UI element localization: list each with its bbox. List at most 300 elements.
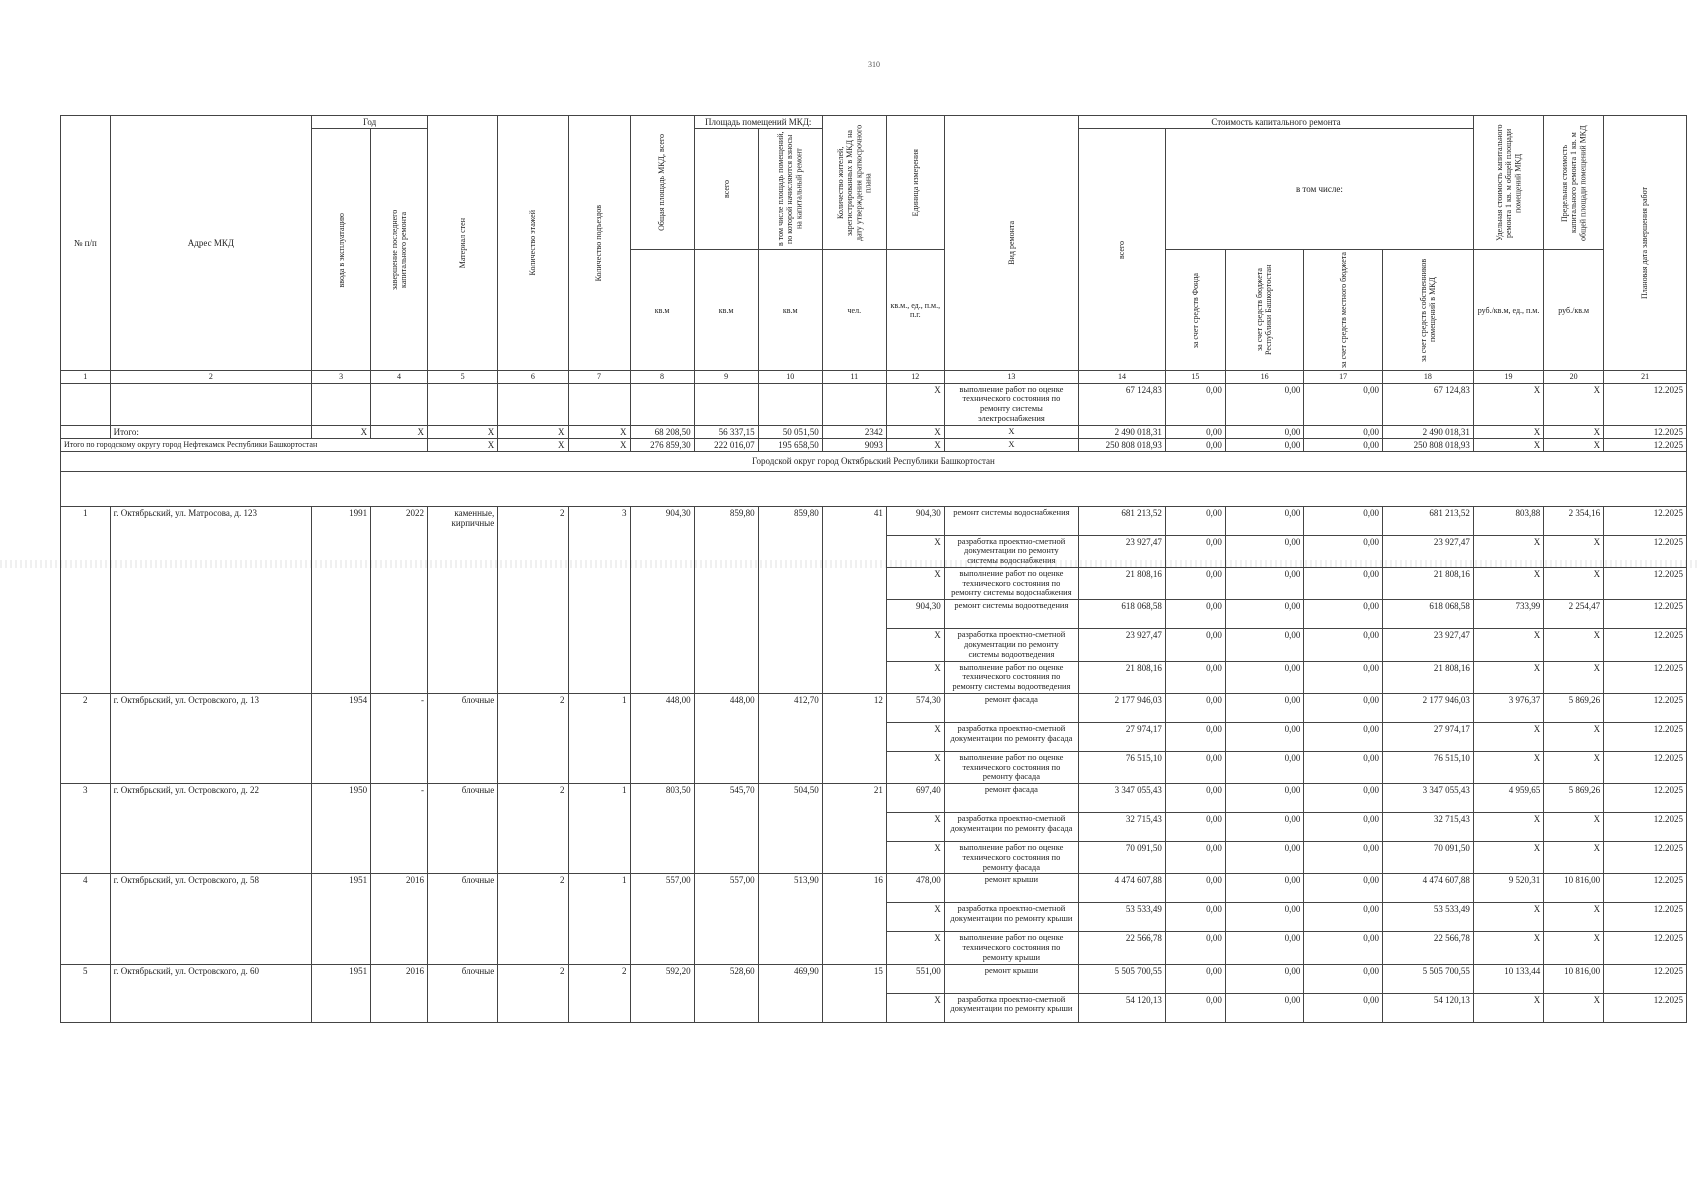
work-max-cost: X bbox=[1544, 751, 1604, 783]
work-deadline: 12.2025 bbox=[1604, 600, 1687, 629]
work-cost-fund: 0,00 bbox=[1165, 964, 1225, 993]
work-deadline: 12.2025 bbox=[1604, 506, 1687, 535]
work-cost-fund: 0,00 bbox=[1165, 629, 1225, 661]
cell-col-9 bbox=[694, 383, 758, 425]
city-total-row bbox=[61, 438, 1687, 451]
work-cost-fund: 0,00 bbox=[1165, 784, 1225, 813]
work-unit-cost: 733,99 bbox=[1473, 600, 1543, 629]
work-max-cost: X bbox=[1544, 567, 1604, 599]
unit-19: руб./кв.м, ед., п.м. bbox=[1473, 250, 1543, 371]
house-floors: 2 bbox=[498, 784, 568, 874]
work-type: ремонт фасада bbox=[944, 693, 1078, 722]
cell-col-12: X bbox=[886, 425, 944, 438]
work-max-cost: X bbox=[1544, 722, 1604, 751]
cell-col-21: 12.2025 bbox=[1604, 438, 1687, 451]
work-cost-total: 21 808,16 bbox=[1079, 567, 1166, 599]
work-cost-republic: 0,00 bbox=[1225, 506, 1304, 535]
work-unit-cost: 803,88 bbox=[1473, 506, 1543, 535]
header-address: Адрес МКД bbox=[110, 116, 312, 371]
work-deadline: 12.2025 bbox=[1604, 813, 1687, 842]
work-cost-owners: 618 068,58 bbox=[1382, 600, 1473, 629]
house-address: г. Октябрьский, ул. Островского, д. 22 bbox=[110, 784, 312, 874]
cell-col-3 bbox=[312, 383, 371, 425]
house-no: 4 bbox=[61, 874, 111, 964]
work-cost-republic: 0,00 bbox=[1225, 629, 1304, 661]
house-entrances: 3 bbox=[568, 506, 630, 693]
cell-col-20: X bbox=[1544, 438, 1604, 451]
header-cost-group: Стоимость капитального ремонта bbox=[1079, 116, 1474, 129]
work-cost-fund: 0,00 bbox=[1165, 874, 1225, 903]
unit-12: кв.м., ед., п.м., п.г. bbox=[886, 250, 944, 371]
column-number: 3 bbox=[312, 371, 371, 383]
work-cost-total: 2 177 946,03 bbox=[1079, 693, 1166, 722]
work-deadline: 12.2025 bbox=[1604, 784, 1687, 813]
house-address: г. Октябрьский, ул. Островского, д. 60 bbox=[110, 964, 312, 1022]
work-unit: X bbox=[886, 903, 944, 932]
house-entrances: 1 bbox=[568, 693, 630, 783]
cell-col-18: 250 808 018,93 bbox=[1382, 438, 1473, 451]
work-unit-cost: X bbox=[1473, 661, 1543, 693]
column-number: 7 bbox=[568, 371, 630, 383]
work-cost-fund: 0,00 bbox=[1165, 693, 1225, 722]
cell-col-6 bbox=[498, 383, 568, 425]
work-deadline: 12.2025 bbox=[1604, 722, 1687, 751]
house-address: г. Октябрьский, ул. Островского, д. 58 bbox=[110, 874, 312, 964]
work-deadline: 12.2025 bbox=[1604, 661, 1687, 693]
house-no: 1 bbox=[61, 506, 111, 693]
work-unit: X bbox=[886, 751, 944, 783]
cell-col-7: X bbox=[568, 438, 630, 451]
work-cost-local: 0,00 bbox=[1304, 813, 1383, 842]
work-deadline: 12.2025 bbox=[1604, 535, 1687, 567]
work-cost-total: 22 566,78 bbox=[1079, 932, 1166, 964]
house-residents: 41 bbox=[822, 506, 886, 693]
work-cost-local: 0,00 bbox=[1304, 932, 1383, 964]
cell-col-15: 0,00 bbox=[1165, 383, 1225, 425]
house-no: 2 bbox=[61, 693, 111, 783]
work-deadline: 12.2025 bbox=[1604, 842, 1687, 874]
cell-col-13: выполнение работ по оценке технического состояния по ремонту системы электроснабжения bbox=[944, 383, 1078, 425]
cell-col-2: Итого: bbox=[110, 425, 312, 438]
city-total-label: Итого по городскому округу город Нефтекамск Республики Башкортостан bbox=[61, 438, 428, 451]
work-cost-fund: 0,00 bbox=[1165, 813, 1225, 842]
column-number: 21 bbox=[1604, 371, 1687, 383]
house-residents: 12 bbox=[822, 693, 886, 783]
work-cost-total: 76 515,10 bbox=[1079, 751, 1166, 783]
work-deadline: 12.2025 bbox=[1604, 751, 1687, 783]
work-cost-republic: 0,00 bbox=[1225, 993, 1304, 1022]
work-cost-owners: 3 347 055,43 bbox=[1382, 784, 1473, 813]
work-cost-republic: 0,00 bbox=[1225, 903, 1304, 932]
work-unit-cost: X bbox=[1473, 813, 1543, 842]
table-header bbox=[61, 116, 1687, 384]
house-material: блочные bbox=[427, 784, 497, 874]
work-type: разработка проектно-сметной документации по ремонту крыши bbox=[944, 993, 1078, 1022]
work-unit: X bbox=[886, 993, 944, 1022]
work-unit: 478,00 bbox=[886, 874, 944, 903]
work-max-cost: 5 869,26 bbox=[1544, 784, 1604, 813]
work-cost-total: 27 974,17 bbox=[1079, 722, 1166, 751]
house-last-repair: - bbox=[371, 693, 428, 783]
work-unit: 697,40 bbox=[886, 784, 944, 813]
work-cost-fund: 0,00 bbox=[1165, 842, 1225, 874]
header-unit: Единица измерения bbox=[886, 116, 944, 250]
cell-col-10: 50 051,50 bbox=[758, 425, 822, 438]
column-number: 10 bbox=[758, 371, 822, 383]
work-cost-total: 681 213,52 bbox=[1079, 506, 1166, 535]
work-deadline: 12.2025 bbox=[1604, 693, 1687, 722]
work-unit-cost: 3 976,37 bbox=[1473, 693, 1543, 722]
cell-col-14: 250 808 018,93 bbox=[1079, 438, 1166, 451]
work-cost-total: 5 505 700,55 bbox=[1079, 964, 1166, 993]
table-row bbox=[61, 693, 1687, 722]
work-unit: X bbox=[886, 567, 944, 599]
capital-repair-table bbox=[60, 115, 1687, 1023]
column-number: 8 bbox=[630, 371, 694, 383]
work-type: разработка проектно-сметной документации по ремонту системы водоснабжения bbox=[944, 535, 1078, 567]
cell-col-13: X bbox=[944, 438, 1078, 451]
work-unit-cost: X bbox=[1473, 751, 1543, 783]
house-address: г. Октябрьский, ул. Островского, д. 13 bbox=[110, 693, 312, 783]
unit-20: руб./кв.м bbox=[1544, 250, 1604, 371]
work-cost-republic: 0,00 bbox=[1225, 535, 1304, 567]
work-unit: 551,00 bbox=[886, 964, 944, 993]
work-cost-republic: 0,00 bbox=[1225, 567, 1304, 599]
work-unit: X bbox=[886, 813, 944, 842]
work-cost-owners: 2 177 946,03 bbox=[1382, 693, 1473, 722]
cell-col-17: 0,00 bbox=[1304, 438, 1383, 451]
header-floors: Количество этажей bbox=[498, 116, 568, 371]
work-cost-local: 0,00 bbox=[1304, 964, 1383, 993]
header-premises-total: всего bbox=[694, 129, 758, 250]
column-number: 4 bbox=[371, 371, 428, 383]
cell-col-7: X bbox=[568, 425, 630, 438]
work-cost-fund: 0,00 bbox=[1165, 932, 1225, 964]
house-premises: 859,80 bbox=[694, 506, 758, 693]
work-cost-total: 70 091,50 bbox=[1079, 842, 1166, 874]
work-cost-owners: 32 715,43 bbox=[1382, 813, 1473, 842]
work-unit-cost: 10 133,44 bbox=[1473, 964, 1543, 993]
cell-col-1 bbox=[61, 383, 111, 425]
work-cost-republic: 0,00 bbox=[1225, 600, 1304, 629]
page-number: 310 bbox=[868, 60, 880, 69]
table-row bbox=[61, 874, 1687, 903]
work-unit-cost: X bbox=[1473, 535, 1543, 567]
header-no: № п/п bbox=[61, 116, 111, 371]
house-address: г. Октябрьский, ул. Матросова, д. 123 bbox=[110, 506, 312, 693]
work-cost-total: 54 120,13 bbox=[1079, 993, 1166, 1022]
house-floors: 2 bbox=[498, 506, 568, 693]
work-cost-owners: 27 974,17 bbox=[1382, 722, 1473, 751]
work-unit-cost: 4 959,65 bbox=[1473, 784, 1543, 813]
cell-col-11: 2342 bbox=[822, 425, 886, 438]
house-total-area: 592,20 bbox=[630, 964, 694, 1022]
house-year: 1954 bbox=[312, 693, 371, 783]
header-wall-material: Материал стен bbox=[427, 116, 497, 371]
cell-col-8: 276 859,30 bbox=[630, 438, 694, 451]
cell-col-9: 222 016,07 bbox=[694, 438, 758, 451]
work-unit-cost: X bbox=[1473, 903, 1543, 932]
work-type: выполнение работ по оценке технического состояния по ремонту системы водоснабжения bbox=[944, 567, 1078, 599]
header-year-last: завершение последнего капитального ремонта bbox=[371, 129, 428, 371]
work-cost-local: 0,00 bbox=[1304, 842, 1383, 874]
cell-col-15: 0,00 bbox=[1165, 438, 1225, 451]
work-unit: X bbox=[886, 661, 944, 693]
cell-col-7 bbox=[568, 383, 630, 425]
work-unit-cost: X bbox=[1473, 993, 1543, 1022]
work-cost-local: 0,00 bbox=[1304, 567, 1383, 599]
work-cost-owners: 70 091,50 bbox=[1382, 842, 1473, 874]
header-year-group: Год bbox=[312, 116, 428, 129]
section-row bbox=[61, 452, 1687, 471]
work-type: разработка проектно-сметной документации по ремонту системы водоотведения bbox=[944, 629, 1078, 661]
house-residents: 21 bbox=[822, 784, 886, 874]
work-cost-fund: 0,00 bbox=[1165, 506, 1225, 535]
work-max-cost: 10 816,00 bbox=[1544, 964, 1604, 993]
house-no: 5 bbox=[61, 964, 111, 1022]
work-max-cost: X bbox=[1544, 813, 1604, 842]
work-cost-local: 0,00 bbox=[1304, 993, 1383, 1022]
work-unit-cost: 9 520,31 bbox=[1473, 874, 1543, 903]
work-max-cost: 10 816,00 bbox=[1544, 874, 1604, 903]
cell-col-12: X bbox=[886, 383, 944, 425]
cell-col-4: X bbox=[371, 425, 428, 438]
cell-col-4 bbox=[371, 383, 428, 425]
work-cost-owners: 21 808,16 bbox=[1382, 567, 1473, 599]
work-cost-owners: 54 120,13 bbox=[1382, 993, 1473, 1022]
work-unit-cost: X bbox=[1473, 842, 1543, 874]
house-total-area: 803,50 bbox=[630, 784, 694, 874]
work-type: разработка проектно-сметной документации по ремонту крыши bbox=[944, 903, 1078, 932]
house-material: блочные bbox=[427, 964, 497, 1022]
work-cost-total: 23 927,47 bbox=[1079, 629, 1166, 661]
work-cost-total: 618 068,58 bbox=[1079, 600, 1166, 629]
column-number: 17 bbox=[1304, 371, 1383, 383]
column-number: 6 bbox=[498, 371, 568, 383]
header-cost-fund: за счет средств Фонда bbox=[1165, 250, 1225, 371]
work-deadline: 12.2025 bbox=[1604, 993, 1687, 1022]
cell-col-17: 0,00 bbox=[1304, 425, 1383, 438]
house-premises-res: 859,80 bbox=[758, 506, 822, 693]
cell-col-20: X bbox=[1544, 383, 1604, 425]
work-cost-total: 21 808,16 bbox=[1079, 661, 1166, 693]
work-cost-republic: 0,00 bbox=[1225, 964, 1304, 993]
house-residents: 15 bbox=[822, 964, 886, 1022]
cell-col-10: 195 658,50 bbox=[758, 438, 822, 451]
work-unit: X bbox=[886, 629, 944, 661]
house-material: блочные bbox=[427, 693, 497, 783]
unit-11: чел. bbox=[822, 250, 886, 371]
work-cost-total: 3 347 055,43 bbox=[1079, 784, 1166, 813]
cell-col-20: X bbox=[1544, 425, 1604, 438]
table-row bbox=[61, 506, 1687, 535]
header-entrances: Количество подъездов bbox=[568, 116, 630, 371]
column-number: 2 bbox=[110, 371, 312, 383]
cell-col-10 bbox=[758, 383, 822, 425]
work-max-cost: X bbox=[1544, 903, 1604, 932]
cell-col-8: 68 208,50 bbox=[630, 425, 694, 438]
work-cost-local: 0,00 bbox=[1304, 629, 1383, 661]
work-cost-total: 4 474 607,88 bbox=[1079, 874, 1166, 903]
column-number: 14 bbox=[1079, 371, 1166, 383]
work-cost-owners: 22 566,78 bbox=[1382, 932, 1473, 964]
cell-col-16: 0,00 bbox=[1225, 425, 1304, 438]
work-max-cost: X bbox=[1544, 842, 1604, 874]
work-cost-local: 0,00 bbox=[1304, 600, 1383, 629]
work-cost-owners: 5 505 700,55 bbox=[1382, 964, 1473, 993]
work-cost-fund: 0,00 bbox=[1165, 993, 1225, 1022]
header-cost-owners: за счет средств собственников помещений в МКД bbox=[1382, 250, 1473, 371]
house-last-repair: 2022 bbox=[371, 506, 428, 693]
column-number: 11 bbox=[822, 371, 886, 383]
house-total-area: 448,00 bbox=[630, 693, 694, 783]
work-cost-owners: 21 808,16 bbox=[1382, 661, 1473, 693]
work-deadline: 12.2025 bbox=[1604, 932, 1687, 964]
work-cost-local: 0,00 bbox=[1304, 784, 1383, 813]
work-type: ремонт системы водоотведения bbox=[944, 600, 1078, 629]
house-entrances: 1 bbox=[568, 784, 630, 874]
work-cost-owners: 4 474 607,88 bbox=[1382, 874, 1473, 903]
header-total-area: Общая площадь МКД, всего bbox=[630, 116, 694, 250]
house-premises: 448,00 bbox=[694, 693, 758, 783]
column-number: 19 bbox=[1473, 371, 1543, 383]
house-year: 1951 bbox=[312, 964, 371, 1022]
house-year: 1991 bbox=[312, 506, 371, 693]
section-title: Городской округ город Октябрьский Республики Башкортостан bbox=[61, 452, 1687, 471]
house-floors: 2 bbox=[498, 964, 568, 1022]
work-cost-total: 53 533,49 bbox=[1079, 903, 1166, 932]
work-unit: X bbox=[886, 535, 944, 567]
work-cost-owners: 23 927,47 bbox=[1382, 629, 1473, 661]
house-last-repair: 2016 bbox=[371, 874, 428, 964]
work-unit-cost: X bbox=[1473, 567, 1543, 599]
cell-col-6: X bbox=[498, 425, 568, 438]
house-total-area: 557,00 bbox=[630, 874, 694, 964]
table-row bbox=[61, 784, 1687, 813]
unit-10: кв.м bbox=[758, 250, 822, 371]
header-deadline: Плановая дата завершения работ bbox=[1604, 116, 1687, 371]
table-body bbox=[61, 383, 1687, 1022]
house-floors: 2 bbox=[498, 693, 568, 783]
work-type: ремонт системы водоснабжения bbox=[944, 506, 1078, 535]
work-type: ремонт крыши bbox=[944, 874, 1078, 903]
spacer-row bbox=[61, 471, 1687, 506]
header-cost-total: всего bbox=[1079, 129, 1166, 371]
house-material: блочные bbox=[427, 874, 497, 964]
header-premises-res: в том числе площадь помещений, по которой начисляются взносы на капитальный ремонт bbox=[758, 129, 822, 250]
house-floors: 2 bbox=[498, 874, 568, 964]
header-year-commission: ввода в эксплуатацию bbox=[312, 129, 371, 371]
work-type: выполнение работ по оценке технического состояния по ремонту фасада bbox=[944, 842, 1078, 874]
column-number: 18 bbox=[1382, 371, 1473, 383]
cell-col-18: 67 124,83 bbox=[1382, 383, 1473, 425]
cell-col-19: X bbox=[1473, 438, 1543, 451]
column-number: 16 bbox=[1225, 371, 1304, 383]
cell-col-3: X bbox=[312, 425, 371, 438]
work-max-cost: X bbox=[1544, 993, 1604, 1022]
house-year: 1950 bbox=[312, 784, 371, 874]
column-number: 5 bbox=[427, 371, 497, 383]
work-cost-fund: 0,00 bbox=[1165, 903, 1225, 932]
work-max-cost: 5 869,26 bbox=[1544, 693, 1604, 722]
cell-col-11 bbox=[822, 383, 886, 425]
work-unit: X bbox=[886, 932, 944, 964]
column-number: 9 bbox=[694, 371, 758, 383]
table-row bbox=[61, 383, 1687, 425]
work-max-cost: 2 354,16 bbox=[1544, 506, 1604, 535]
work-unit: 574,30 bbox=[886, 693, 944, 722]
work-max-cost: X bbox=[1544, 535, 1604, 567]
house-premises-res: 412,70 bbox=[758, 693, 822, 783]
column-number: 20 bbox=[1544, 371, 1604, 383]
cell-col-1 bbox=[61, 425, 111, 438]
work-cost-owners: 53 533,49 bbox=[1382, 903, 1473, 932]
house-no: 3 bbox=[61, 784, 111, 874]
work-cost-republic: 0,00 bbox=[1225, 751, 1304, 783]
work-unit: X bbox=[886, 722, 944, 751]
work-deadline: 12.2025 bbox=[1604, 567, 1687, 599]
work-cost-local: 0,00 bbox=[1304, 693, 1383, 722]
work-deadline: 12.2025 bbox=[1604, 874, 1687, 903]
cell-col-6: X bbox=[498, 438, 568, 451]
header-residents: Количество жителей, зарегистрированных в МКД на дату утверждения краткосрочного плана bbox=[822, 116, 886, 250]
work-cost-local: 0,00 bbox=[1304, 751, 1383, 783]
cell-col-5 bbox=[427, 383, 497, 425]
work-type: ремонт фасада bbox=[944, 784, 1078, 813]
unit-9: кв.м bbox=[694, 250, 758, 371]
cell-col-9: 56 337,15 bbox=[694, 425, 758, 438]
header-unit-cost: Удельная стоимость капитального ремонта 1 кв. м общей площади помещений МКД bbox=[1473, 116, 1543, 250]
house-premises-res: 513,90 bbox=[758, 874, 822, 964]
table-row bbox=[61, 425, 1687, 438]
column-number: 15 bbox=[1165, 371, 1225, 383]
column-numbers-row bbox=[61, 371, 1687, 383]
house-premises: 528,60 bbox=[694, 964, 758, 1022]
cell-col-2 bbox=[110, 383, 312, 425]
column-number: 1 bbox=[61, 371, 111, 383]
column-number: 12 bbox=[886, 371, 944, 383]
work-cost-owners: 23 927,47 bbox=[1382, 535, 1473, 567]
work-cost-fund: 0,00 bbox=[1165, 722, 1225, 751]
work-deadline: 12.2025 bbox=[1604, 964, 1687, 993]
cell-col-8 bbox=[630, 383, 694, 425]
spacer-cell bbox=[61, 471, 1687, 506]
cell-col-12: X bbox=[886, 438, 944, 451]
cell-col-21: 12.2025 bbox=[1604, 425, 1687, 438]
cell-col-15: 0,00 bbox=[1165, 425, 1225, 438]
house-entrances: 1 bbox=[568, 874, 630, 964]
house-residents: 16 bbox=[822, 874, 886, 964]
work-unit-cost: X bbox=[1473, 629, 1543, 661]
cell-col-17: 0,00 bbox=[1304, 383, 1383, 425]
house-premises-res: 469,90 bbox=[758, 964, 822, 1022]
work-cost-local: 0,00 bbox=[1304, 874, 1383, 903]
work-unit-cost: X bbox=[1473, 932, 1543, 964]
cell-col-19: X bbox=[1473, 383, 1543, 425]
work-cost-republic: 0,00 bbox=[1225, 842, 1304, 874]
work-max-cost: X bbox=[1544, 629, 1604, 661]
cell-col-16: 0,00 bbox=[1225, 383, 1304, 425]
header-premises-group: Площадь помещений МКД: bbox=[694, 116, 822, 129]
column-number: 13 bbox=[944, 371, 1078, 383]
work-unit: 904,30 bbox=[886, 600, 944, 629]
work-cost-republic: 0,00 bbox=[1225, 874, 1304, 903]
cell-col-11: 9093 bbox=[822, 438, 886, 451]
work-cost-local: 0,00 bbox=[1304, 903, 1383, 932]
work-max-cost: X bbox=[1544, 932, 1604, 964]
house-premises-res: 504,50 bbox=[758, 784, 822, 874]
cell-col-19: X bbox=[1473, 425, 1543, 438]
